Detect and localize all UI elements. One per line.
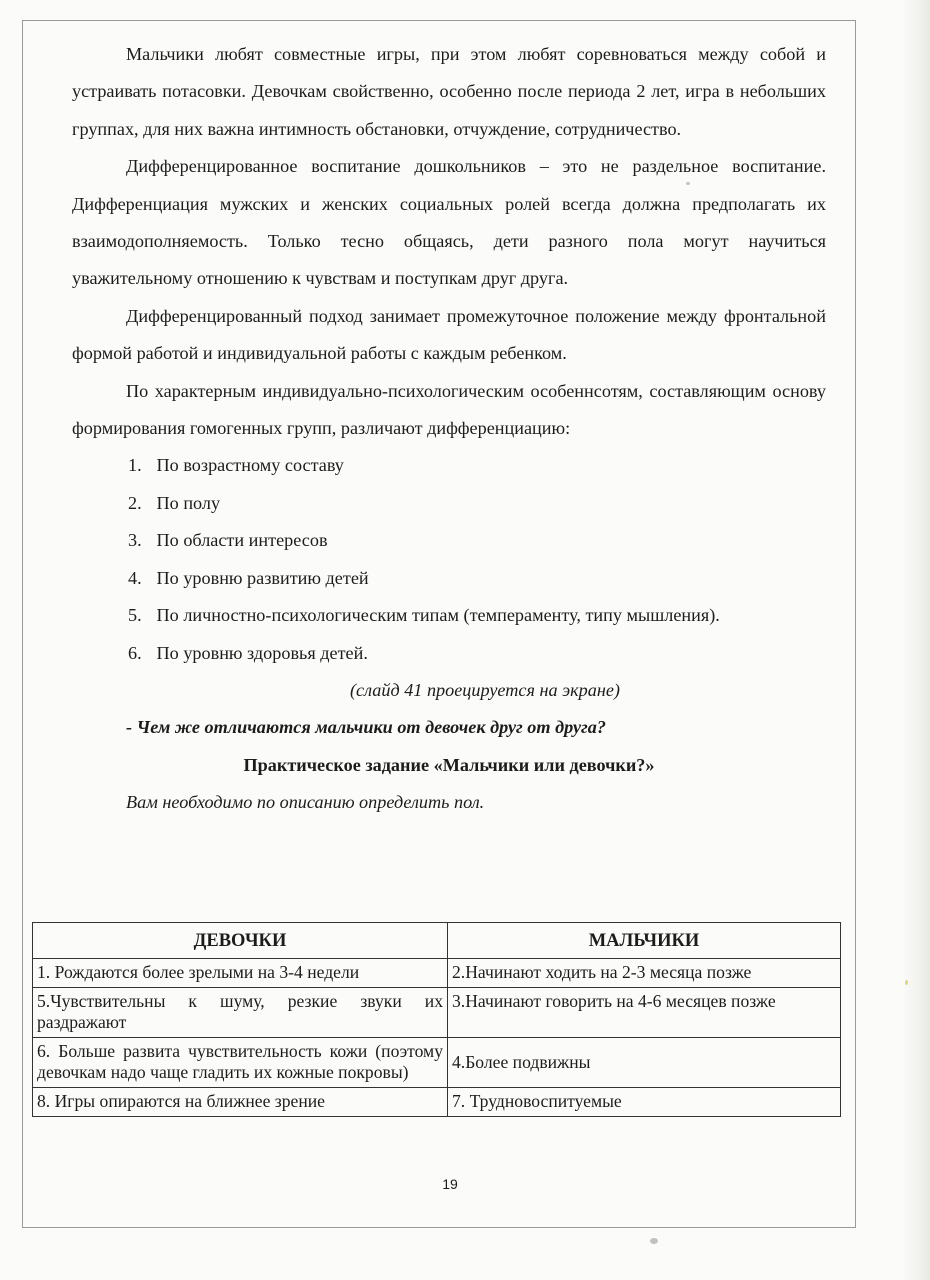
scan-edge (902, 0, 930, 1280)
paragraph-4: По характерным индивидуально-психологическим особеннсотям, составляющим основу формирования гомогенных групп, различают дифференциацию: (72, 380, 826, 439)
table-cell: 8. Игры опираются на ближнее зрение (33, 1088, 448, 1117)
table-row (33, 959, 841, 988)
list-item-number: 1. (128, 455, 142, 476)
header-boys: МАЛЬЧИКИ (448, 923, 841, 959)
differentiation-list (72, 447, 826, 671)
table-cell: 6. Больше развита чувствительность кожи (поэтому девочкам надо чаще гладить их кожные покровы) (33, 1038, 448, 1088)
header-girls: ДЕВОЧКИ (33, 923, 448, 959)
table-row (33, 1088, 841, 1117)
paragraph-2: Дифференцированное воспитание дошкольников – это не раздельное воспитание. Дифференциация мужских и женских социальных ролей всегда должна предполагать их взаимодополняемость. Только тесно общаясь, дети разного пола могут научиться уважительному отношению к чувствам и поступкам друг друга. (72, 156, 826, 289)
list-item-text: По уровню развитию детей (156, 567, 369, 588)
paragraph-1: Мальчики любят совместные игры, при этом любят соревноваться между собой и устраивать потасовки. Девочкам свойственно, особенно после периода 2 лет, игра в небольших группах, для них важна интимность обстановки, отчуждение, сотрудничество. (72, 44, 826, 139)
list-item-number: 5. (128, 605, 142, 626)
table-row (33, 988, 841, 1038)
list-item (128, 447, 826, 484)
table-cell: 4.Более подвижны (448, 1038, 841, 1088)
table-cell: 7. Трудновоспитуемые (448, 1088, 841, 1117)
table-header-row (33, 923, 841, 959)
page-body (72, 36, 826, 822)
page-number: 19 (442, 1176, 458, 1192)
table-cell: 3.Начинают говорить на 4-6 месяцев позже (448, 988, 841, 1038)
table-row (33, 1038, 841, 1088)
list-item-number: 3. (128, 530, 142, 551)
list-item-text: По уровню здоровья детей. (156, 642, 368, 663)
list-item (128, 560, 826, 597)
list-item-number: 4. (128, 567, 142, 588)
list-item-text: По личностно-психологическим типам (темпераменту, типу мышления). (156, 605, 720, 626)
table-cell: 1. Рождаются более зрелыми на 3-4 недели (33, 959, 448, 988)
slide-note: (слайд 41 проецируется на экране) (350, 679, 620, 700)
task-hint: Вам необходимо по описанию определить пол. (126, 792, 485, 813)
table-cell: 2.Начинают ходить на 2-3 месяца позже (448, 959, 841, 988)
list-item-text: По полу (156, 492, 221, 513)
table-cell: 5.Чувствительны к шуму, резкие звуки их раздражают (33, 988, 448, 1038)
list-item-text: По области интересов (156, 530, 328, 551)
question: - Чем же отличаются мальчики от девочек друг от друга? (126, 717, 606, 738)
list-item (128, 522, 826, 559)
scan-speck (905, 980, 908, 985)
task-title: Практическое задание «Мальчики или девочки?» (243, 754, 655, 775)
list-item-text: По возрастному составу (156, 455, 344, 476)
list-item-number: 2. (128, 492, 142, 513)
gender-table (32, 922, 841, 1117)
list-item (128, 597, 826, 634)
scan-speck (650, 1238, 658, 1244)
list-item (128, 635, 826, 672)
list-item (128, 485, 826, 522)
list-item-number: 6. (128, 642, 142, 663)
scan-speck (686, 182, 690, 185)
paragraph-3: Дифференцированный подход занимает промежуточное положение между фронтальной формой работой и индивидуальной работы с каждым ребенком. (72, 305, 826, 364)
